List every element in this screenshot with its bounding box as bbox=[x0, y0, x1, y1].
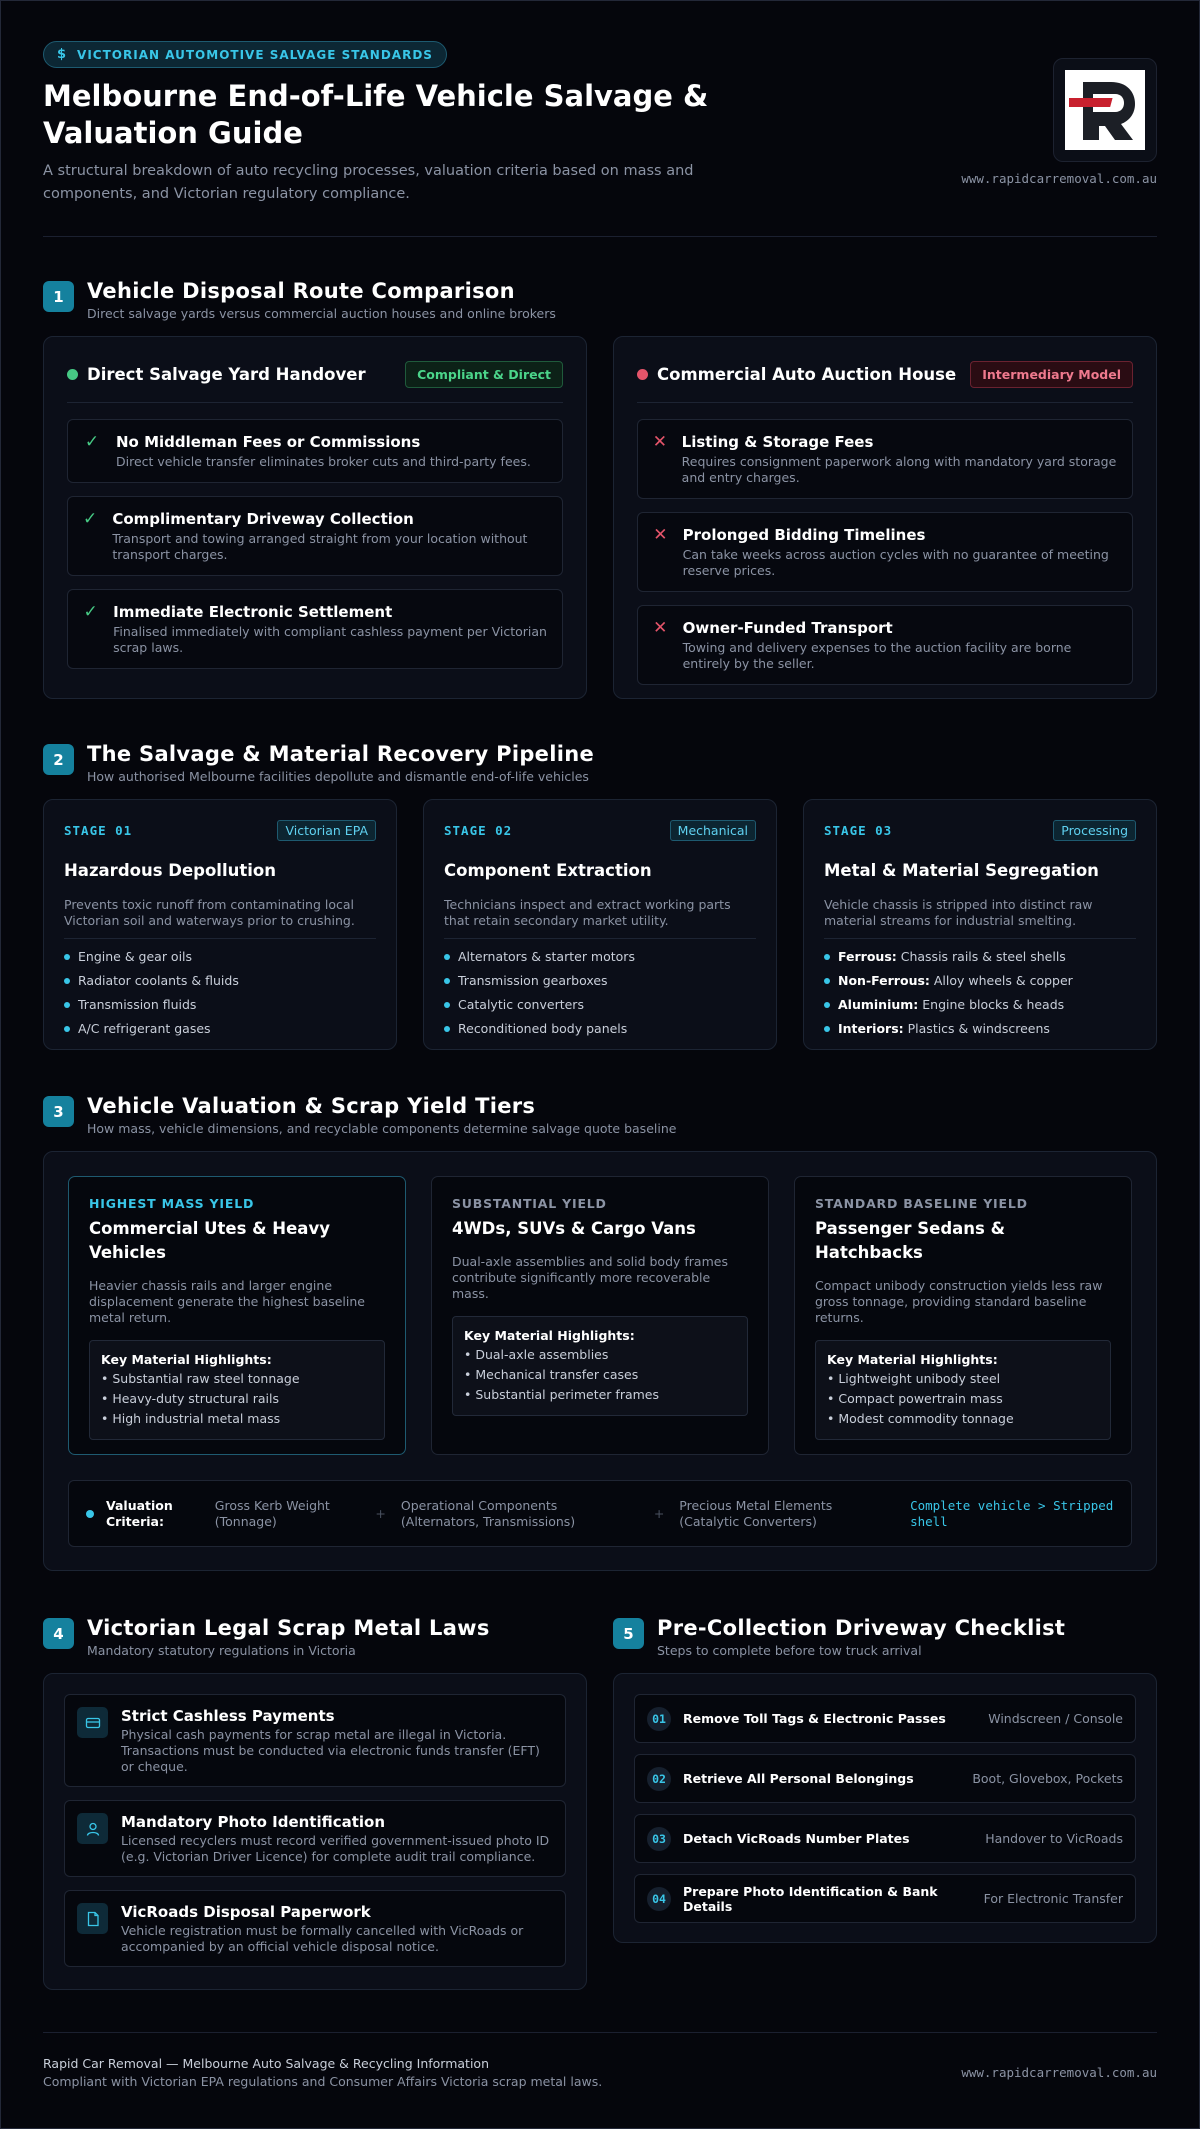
section-valuation-tiers bbox=[43, 1094, 1157, 1571]
material-highlights: Key Material Highlights: • Substantial raw steel tonnage • Heavy-duty structural rails • High industrial metal mass bbox=[89, 1340, 385, 1440]
item-title: Owner-Funded Transport bbox=[682, 619, 893, 637]
item-desc: Can take weeks across auction cycles with no guarantee of meeting reserve prices. bbox=[682, 547, 1109, 578]
step-title: Prepare Photo Identification & Bank Details bbox=[683, 1883, 938, 1914]
tier-desc: Dual-axle assemblies and solid body frames contribute significantly more recoverable mass. bbox=[452, 1254, 728, 1301]
law-title: Mandatory Photo Identification bbox=[121, 1813, 386, 1831]
section-title: Victorian Legal Scrap Metal Laws bbox=[87, 1616, 490, 1640]
header-url: www.rapidcarremoval.com.au bbox=[961, 171, 1157, 186]
section-subtitle: Mandatory statutory regulations in Victoria bbox=[87, 1643, 356, 1658]
law-desc: Physical cash payments for scrap metal are illegal in Victoria. Transactions must be conducted via electronic funds transfer (EFT) or cheque. bbox=[121, 1727, 540, 1774]
footer-line-2: Compliant with Victorian EPA regulations and Consumer Affairs Victoria scrap metal laws. bbox=[43, 2074, 603, 2089]
tier-desc: Heavier chassis rails and larger engine displacement generate the highest baseline metal return. bbox=[89, 1278, 365, 1325]
check-icon: ✓ bbox=[84, 432, 100, 452]
item-desc: Requires consignment paperwork along with mandatory yard storage and entry charges. bbox=[681, 454, 1117, 485]
checklist-item bbox=[634, 1874, 1136, 1923]
tier-card-highest bbox=[68, 1176, 406, 1455]
section-heading bbox=[43, 1616, 587, 1658]
stage-title: Metal & Material Segregation bbox=[824, 861, 1099, 880]
stage-title: Component Extraction bbox=[444, 861, 652, 880]
footer-line-1: Rapid Car Removal — Melbourne Auto Salvage & Recycling Information bbox=[43, 2056, 489, 2071]
header bbox=[43, 41, 1157, 201]
tier-title: Passenger Sedans & Hatchbacks bbox=[815, 1219, 1005, 1262]
route-title: Commercial Auto Auction House bbox=[657, 364, 957, 384]
stage-tag: Mechanical bbox=[670, 820, 756, 841]
section-recovery-pipeline bbox=[43, 742, 1157, 1050]
standards-badge bbox=[43, 41, 447, 68]
document-icon bbox=[77, 1903, 108, 1934]
route-title: Direct Salvage Yard Handover bbox=[87, 364, 366, 384]
list-item bbox=[637, 605, 1133, 685]
tier-title: 4WDs, SUVs & Cargo Vans bbox=[452, 1219, 696, 1238]
section-heading bbox=[43, 279, 1157, 321]
law-title: VicRoads Disposal Paperwork bbox=[121, 1903, 371, 1921]
stage-tag: Victorian EPA bbox=[277, 820, 376, 841]
criteria-formula: Complete vehicle > Stripped shell bbox=[910, 1497, 1114, 1529]
material-highlights: Key Material Highlights: • Lightweight unibody steel • Compact powertrain mass • Modest commodity tonnage bbox=[815, 1340, 1111, 1440]
cross-icon: ✕ bbox=[652, 432, 667, 452]
header-divider bbox=[43, 236, 1157, 237]
step-number: 02 bbox=[647, 1767, 671, 1791]
law-item bbox=[64, 1890, 566, 1967]
page-subtitle: A structural breakdown of auto recycling processes, valuation criteria based on mass and components, and Victorian regulatory compliance. bbox=[43, 163, 694, 202]
checklist-item bbox=[634, 1754, 1136, 1803]
section-subtitle: How authorised Melbourne facilities depollute and dismantle end-of-life vehicles bbox=[87, 769, 589, 784]
section-number-badge: 1 bbox=[43, 281, 74, 312]
user-icon bbox=[77, 1813, 108, 1844]
footer-divider bbox=[43, 2032, 1157, 2033]
tier-card-standard bbox=[794, 1176, 1132, 1455]
list-item: Non-Ferrous: Alloy wheels & copper bbox=[824, 969, 1136, 993]
step-title: Retrieve All Personal Belongings bbox=[683, 1771, 914, 1786]
model-tag: Intermediary Model bbox=[970, 361, 1133, 388]
check-icon: ✓ bbox=[83, 509, 98, 529]
section-title: Vehicle Disposal Route Comparison bbox=[87, 279, 515, 303]
section-subtitle: How mass, vehicle dimensions, and recyclable components determine salvage quote baseline bbox=[87, 1121, 677, 1136]
criteria-item: Precious Metal Elements (Catalytic Converters) bbox=[679, 1497, 833, 1529]
section-number-badge: 2 bbox=[43, 744, 74, 775]
list-item: Reconditioned body panels bbox=[444, 1017, 756, 1041]
stage-card-02 bbox=[423, 799, 777, 1050]
step-number: 04 bbox=[647, 1887, 671, 1911]
section-number-badge: 5 bbox=[613, 1618, 644, 1649]
step-location: For Electronic Transfer bbox=[983, 1891, 1123, 1906]
checklist-item bbox=[634, 1814, 1136, 1863]
green-status-dot bbox=[67, 369, 78, 380]
red-status-dot bbox=[637, 369, 648, 380]
stage-card-01 bbox=[43, 799, 397, 1050]
valuation-criteria-bar: Valuation Criteria: Gross Kerb Weight (Tonnage) + Operational Components (Alternators, Transmissions) + Precious Metal Elements (Catalytic Converters) Complete vehicle > Stripped shell bbox=[68, 1480, 1132, 1547]
list-item bbox=[637, 512, 1133, 592]
law-item bbox=[64, 1694, 566, 1787]
stage-card-03 bbox=[803, 799, 1157, 1050]
list-item bbox=[637, 419, 1133, 499]
list-item bbox=[67, 496, 563, 576]
criteria-item: Gross Kerb Weight (Tonnage) bbox=[214, 1497, 330, 1529]
list-item: Interiors: Plastics & windscreens bbox=[824, 1017, 1136, 1041]
section-number-badge: 4 bbox=[43, 1618, 74, 1649]
section-disposal-routes bbox=[43, 279, 1157, 699]
compliance-tag: Compliant & Direct bbox=[405, 361, 563, 388]
section-title: The Salvage & Material Recovery Pipeline bbox=[87, 742, 595, 766]
section-checklist bbox=[613, 1616, 1157, 1990]
standards-badge-label: VICTORIAN AUTOMOTIVE SALVAGE STANDARDS bbox=[77, 47, 433, 62]
item-title: Complimentary Driveway Collection bbox=[112, 510, 414, 528]
salvage-yard-card bbox=[43, 336, 587, 699]
tier-kicker: STANDARD BASELINE YIELD bbox=[815, 1196, 1028, 1211]
item-title: Prolonged Bidding Timelines bbox=[682, 526, 926, 544]
law-item bbox=[64, 1800, 566, 1877]
section-subtitle: Steps to complete before tow truck arrival bbox=[657, 1643, 922, 1658]
step-number: 03 bbox=[647, 1827, 671, 1851]
footer bbox=[43, 2055, 1157, 2091]
list-item: Transmission fluids bbox=[64, 993, 376, 1017]
item-title: Immediate Electronic Settlement bbox=[113, 603, 393, 621]
footer-url: www.rapidcarremoval.com.au bbox=[961, 2065, 1157, 2080]
dollar-icon: $ bbox=[57, 47, 68, 62]
check-icon: ✓ bbox=[83, 602, 98, 622]
step-title: Detach VicRoads Number Plates bbox=[683, 1831, 910, 1846]
stage-label: STAGE 02 bbox=[444, 823, 513, 838]
section-heading bbox=[43, 742, 1157, 784]
item-title: Listing & Storage Fees bbox=[681, 433, 874, 451]
list-item: Radiator coolants & fluids bbox=[64, 969, 376, 993]
tier-kicker: SUBSTANTIAL YIELD bbox=[452, 1196, 607, 1211]
step-location: Handover to VicRoads bbox=[985, 1831, 1123, 1846]
auction-house-card bbox=[613, 336, 1157, 699]
step-location: Boot, Glovebox, Pockets bbox=[972, 1771, 1123, 1786]
stage-label: STAGE 01 bbox=[64, 823, 133, 838]
step-number: 01 bbox=[647, 1707, 671, 1731]
step-location: Windscreen / Console bbox=[988, 1711, 1123, 1726]
stage-title: Hazardous Depollution bbox=[64, 861, 276, 880]
item-title: No Middleman Fees or Commissions bbox=[116, 433, 421, 451]
list-item bbox=[67, 589, 563, 669]
list-item: Aluminium: Engine blocks & heads bbox=[824, 993, 1136, 1017]
stage-desc: Vehicle chassis is stripped into distinct raw material streams for industrial smelting. bbox=[824, 897, 1093, 928]
item-desc: Towing and delivery expenses to the auction facility are borne entirely by the seller. bbox=[682, 640, 1072, 671]
r-logo-icon bbox=[1069, 74, 1141, 146]
criteria-item: Operational Components (Alternators, Transmissions) bbox=[400, 1497, 576, 1529]
section-number-badge: 3 bbox=[43, 1096, 74, 1127]
list-item: Transmission gearboxes bbox=[444, 969, 756, 993]
list-item: Engine & gear oils bbox=[64, 945, 376, 969]
step-title: Remove Toll Tags & Electronic Passes bbox=[683, 1711, 946, 1726]
law-title: Strict Cashless Payments bbox=[121, 1707, 335, 1725]
item-desc: Transport and towing arranged straight from your location without transport charges. bbox=[112, 531, 528, 562]
stage-label: STAGE 03 bbox=[824, 823, 893, 838]
section-legal-laws bbox=[43, 1616, 587, 1990]
tier-card-substantial bbox=[431, 1176, 769, 1455]
tier-desc: Compact unibody construction yields less raw gross tonnage, providing standard baseline returns. bbox=[815, 1278, 1103, 1325]
law-desc: Vehicle registration must be formally cancelled with VicRoads or accompanied by an official vehicle disposal notice. bbox=[121, 1923, 524, 1954]
tier-kicker: HIGHEST MASS YIELD bbox=[89, 1196, 255, 1211]
page-title: Melbourne End-of-Life Vehicle Salvage & Valuation Guide bbox=[43, 79, 709, 150]
card-icon bbox=[77, 1707, 108, 1738]
stage-tag: Processing bbox=[1053, 820, 1136, 841]
list-item bbox=[67, 419, 563, 483]
section-title: Vehicle Valuation & Scrap Yield Tiers bbox=[87, 1094, 536, 1118]
list-item: Catalytic converters bbox=[444, 993, 756, 1017]
list-item: Ferrous: Chassis rails & steel shells bbox=[824, 945, 1136, 969]
cross-icon: ✕ bbox=[653, 618, 668, 638]
section-subtitle: Direct salvage yards versus commercial auction houses and online brokers bbox=[87, 306, 556, 321]
stage-desc: Technicians inspect and extract working parts that retain secondary market utility. bbox=[444, 897, 731, 928]
item-desc: Direct vehicle transfer eliminates broker cuts and third-party fees. bbox=[116, 454, 531, 469]
material-highlights: Key Material Highlights: • Dual-axle assemblies • Mechanical transfer cases • Substantial perimeter frames bbox=[452, 1316, 748, 1416]
list-item: A/C refrigerant gases bbox=[64, 1017, 376, 1041]
list-item: Alternators & starter motors bbox=[444, 945, 756, 969]
item-desc: Finalised immediately with compliant cashless payment per Victorian scrap laws. bbox=[113, 624, 547, 655]
logo-mark bbox=[1065, 70, 1145, 150]
stage-desc: Prevents toxic runoff from contaminating local Victorian soil and waterways prior to crushing. bbox=[64, 897, 355, 928]
checklist-item bbox=[634, 1694, 1136, 1743]
section-heading bbox=[43, 1094, 1157, 1136]
section-heading bbox=[613, 1616, 1157, 1658]
criteria-label: Valuation Criteria: bbox=[106, 1497, 173, 1529]
brand-logo bbox=[1053, 58, 1157, 162]
cross-icon: ✕ bbox=[653, 525, 668, 545]
section-title: Pre-Collection Driveway Checklist bbox=[657, 1616, 1066, 1640]
tier-title: Commercial Utes & Heavy Vehicles bbox=[89, 1219, 330, 1262]
law-desc: Licensed recyclers must record verified government-issued photo ID (e.g. Victorian Driver Licence) for complete audit trail compliance. bbox=[121, 1833, 550, 1864]
